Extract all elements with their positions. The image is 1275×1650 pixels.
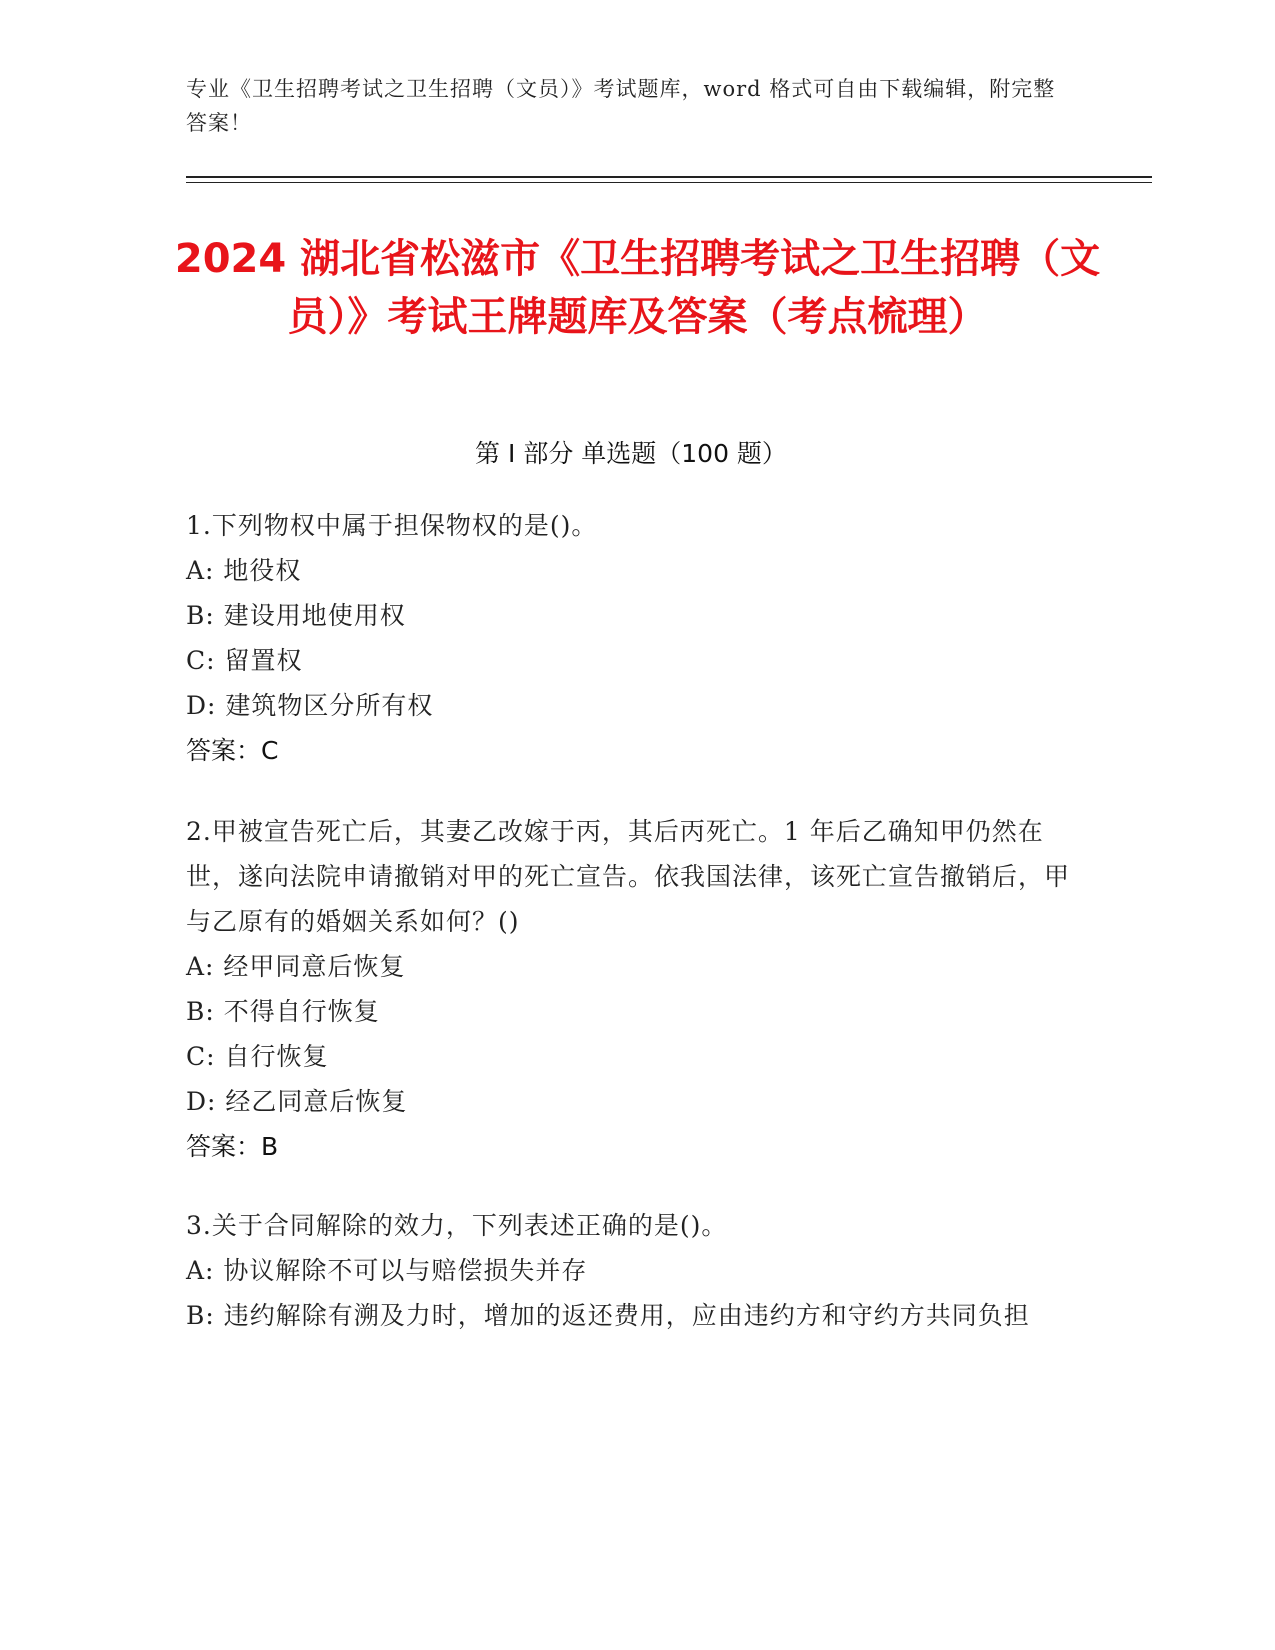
answer-label: 答案：C [186, 736, 279, 765]
option-c: C: 留置权 [186, 646, 303, 675]
section-title: 第 I 部分 单选题（100 题） [475, 439, 787, 468]
option-b: B: 建设用地使用权 [186, 601, 406, 630]
question-1 [186, 503, 1076, 773]
header-rule [186, 176, 1152, 178]
option-d: D: 经乙同意后恢复 [186, 1087, 408, 1116]
option-a: A: 协议解除不可以与赔偿损失并存 [186, 1256, 588, 1285]
question-2 [186, 809, 1076, 1169]
option-d: D: 建筑物区分所有权 [186, 691, 434, 720]
header-rule-thin [186, 182, 1152, 183]
document-title: 2024 湖北省松滋市《卫生招聘考试之卫生招聘（文员）》考试王牌题库及答案（考点梳理） [174, 236, 1101, 340]
question-stem: 3.关于合同解除的效力，下列表述正确的是()。 [186, 1211, 728, 1240]
option-c: C: 自行恢复 [186, 1042, 329, 1071]
option-b: B: 不得自行恢复 [186, 997, 380, 1026]
question-stem: 2.甲被宣告死亡后，其妻乙改嫁于丙，其后丙死亡。1 年后乙确知甲仍然在世，遂向法院申请撤销对甲的死亡宣告。依我国法律，该死亡宣告撤销后，甲与乙原有的婚姻关系如何？() [186, 817, 1071, 936]
question-stem: 1.下列物权中属于担保物权的是()。 [186, 511, 598, 540]
header-note: 专业《卫生招聘考试之卫生招聘（文员）》考试题库，word 格式可自由下载编辑，附完整答案！ [186, 77, 1056, 135]
option-b: B: 违约解除有溯及力时，增加的返还费用，应由违约方和守约方共同负担 [186, 1301, 1030, 1330]
option-a: A: 地役权 [186, 556, 302, 585]
option-a: A: 经甲同意后恢复 [186, 952, 406, 981]
question-3 [186, 1203, 1076, 1338]
answer-label: 答案：B [186, 1132, 279, 1161]
